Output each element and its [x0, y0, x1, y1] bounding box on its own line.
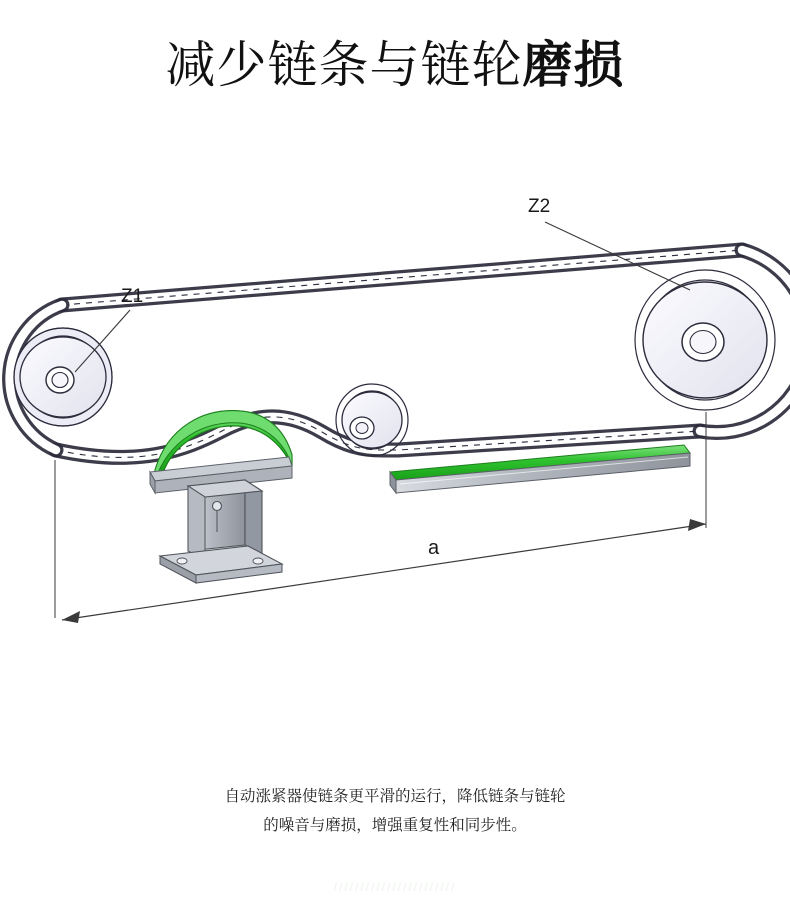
tensioner-mount: [160, 480, 282, 583]
label-z2: Z2: [528, 196, 551, 217]
watermark: ///////////////////////: [333, 880, 457, 894]
label-z1: Z1: [121, 286, 144, 307]
chain-drive-diagram: [0, 150, 790, 670]
page-title: [0, 34, 790, 96]
caption-line-2: 的噪音与磨损，增强重复性和同步性。: [263, 817, 527, 834]
page-title-part3: 磨损: [522, 37, 625, 93]
label-dimension-a: a: [428, 537, 440, 559]
sprocket-z2: [635, 270, 775, 410]
sprocket-z1: [14, 328, 112, 426]
caption-block: [0, 782, 790, 840]
caption-line-1: 自动涨紧器使链条更平滑的运行，降低链条与链轮: [224, 788, 566, 805]
curved-guide-green: [150, 411, 292, 493]
idler-sprocket: [336, 384, 408, 456]
page-title-part1: 减少: [165, 37, 268, 93]
page-title-part2: 链条与链轮: [267, 37, 523, 93]
